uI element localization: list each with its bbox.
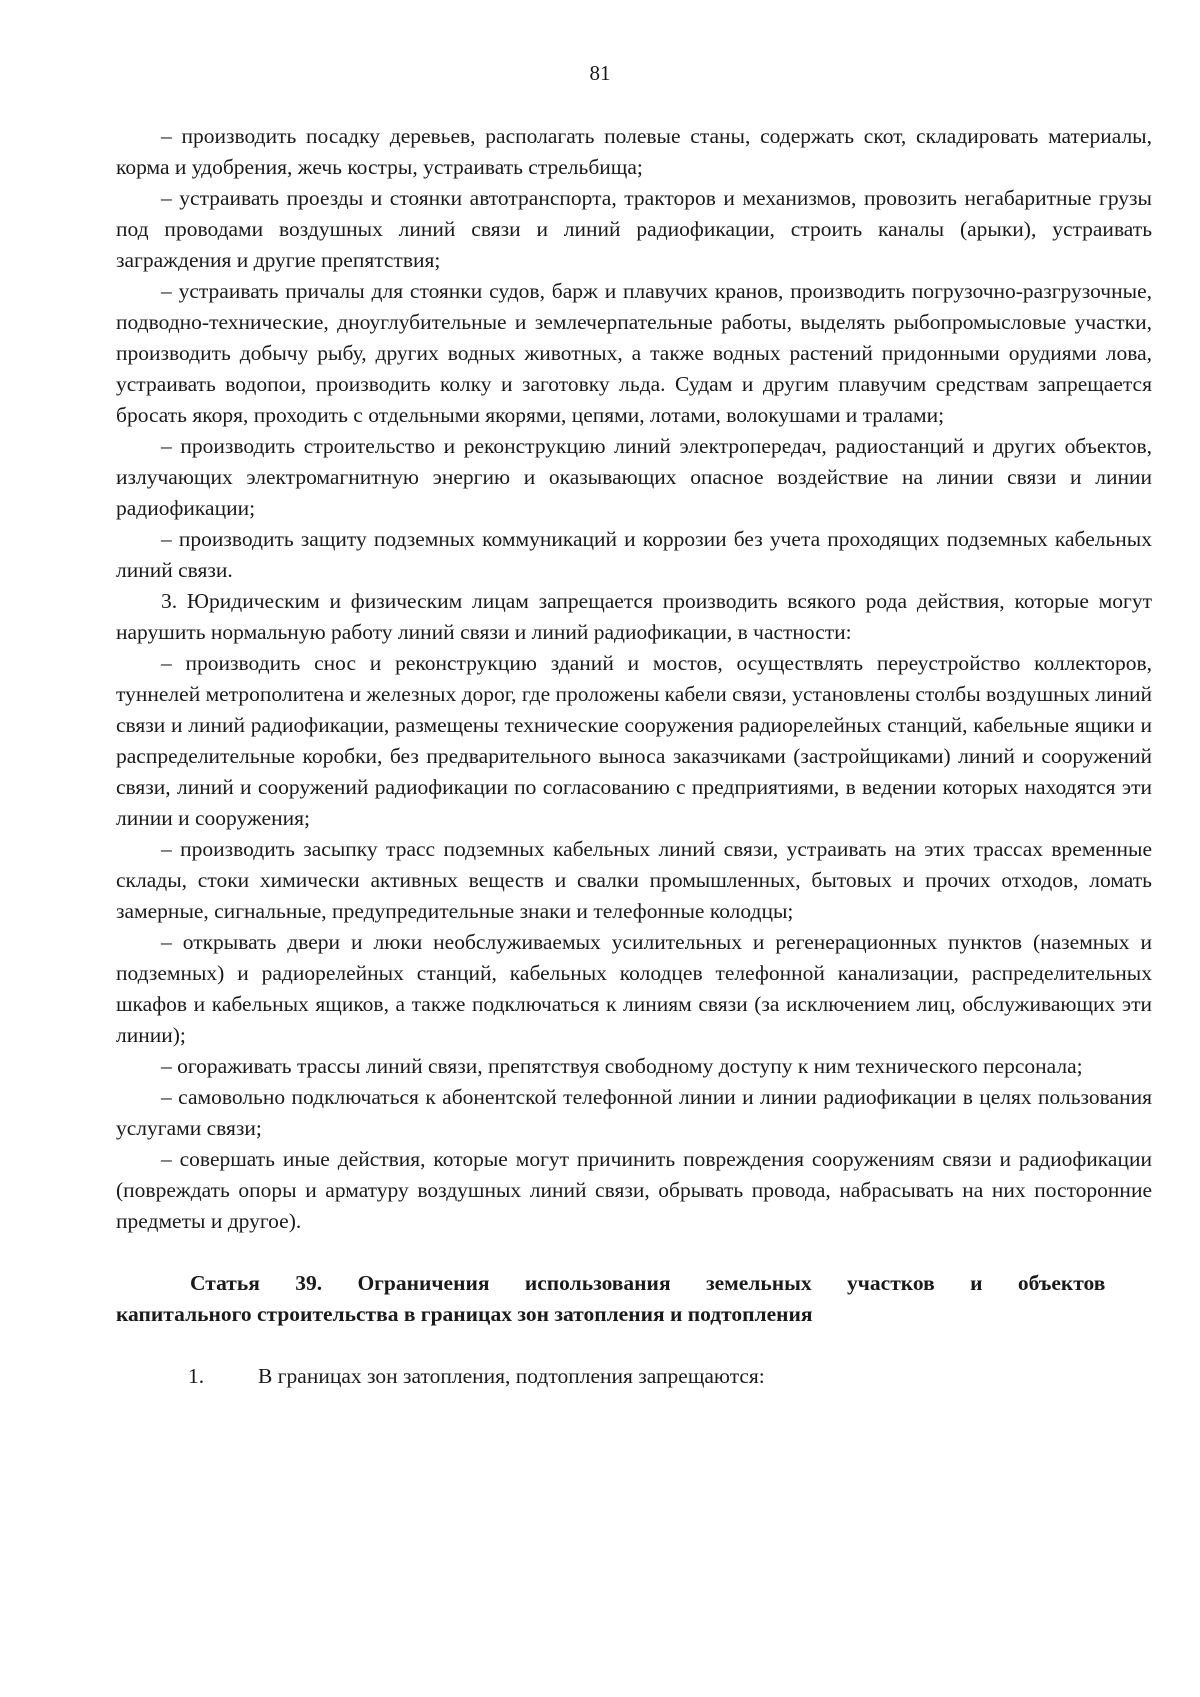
paragraph-1: – производить посадку деревьев, располагать полевые станы, содержать скот, складировать материалы, корма и удобрения, жечь костры, устраивать стрельбища; (116, 124, 1152, 179)
article-heading-line1: Статья 39. Ограничения использования земельных участков и объектов (190, 1271, 1106, 1295)
numbered-item (116, 1361, 1152, 1392)
item-text: В границах зон затопления, подтопления запрещаются: (258, 1364, 765, 1388)
paragraph-3: – устраивать причалы для стоянки судов, барж и плавучих кранов, производить погрузочно-разгрузочные, подводно-технические, дноуглубительные и землечерпательные работы, выделять рыбопромысловые участки, производить добычу рыбу, других водных животных, а также водных растений придонными орудиями лова, устраивать водопои, производить колку и заготовку льда. Судам и другим плавучим средствам запрещается бросать якоря, проходить с отдельными якорями, цепями, лотами, волокушами и тралами; (116, 279, 1152, 427)
paragraph-9: – открывать двери и люки необслуживаемых усилительных и регенерационных пунктов (наземных и подземных) и радиорелейных станций, кабельных колодцев телефонной канализации, распределительных шкафов и кабельных ящиков, а также подключаться к линиям связи (за исключением лиц, обслуживающих эти линии); (116, 930, 1152, 1047)
paragraph-2: – устраивать проезды и стоянки автотранспорта, тракторов и механизмов, провозить негабаритные грузы под проводами воздушных линий связи и линий радиофикации, строить каналы (арыки), устраивать заграждения и другие препятствия; (116, 186, 1152, 272)
article-heading-line2: капитального строительства в границах зон затопления и подтопления (116, 1302, 813, 1326)
paragraph-5: – производить защиту подземных коммуникаций и коррозии без учета проходящих подземных кабельных линий связи. (116, 527, 1152, 582)
paragraph-4: – производить строительство и реконструкцию линий электропередач, радиостанций и других объектов, излучающих электромагнитную энергию и оказывающих опасное воздействие на линии связи и линии радиофикации; (116, 434, 1152, 520)
paragraph-8: – производить засыпку трасс подземных кабельных линий связи, устраивать на этих трассах временные склады, стоки химически активных веществ и свалки промышленных, бытовых и прочих отходов, ломать замерные, сигнальные, предупредительные знаки и телефонные колодцы; (116, 837, 1152, 923)
article-heading (116, 1268, 1152, 1330)
page-number: 81 (589, 61, 611, 85)
paragraph-12: – совершать иные действия, которые могут причинить повреждения сооружениям связи и радиофикации (повреждать опоры и арматуру воздушных линий связи, обрывать провода, набрасывать на них посторонние предметы и другое). (116, 1147, 1152, 1233)
paragraph-6: 3. Юридическим и физическим лицам запрещается производить всякого рода действия, которые могут нарушить нормальную работу линий связи и линий радиофикации, в частности: (116, 589, 1152, 644)
paragraph-7: – производить снос и реконструкцию зданий и мостов, осуществлять переустройство коллекторов, туннелей метрополитена и железных дорог, где проложены кабели связи, установлены столбы воздушных линий связи и линий радиофикации, размещены технические сооружения радиорелейных станций, кабельные ящики и распределительные коробки, без предварительного выноса заказчиками (застройщиками) линий и сооружений связи, линий и сооружений радиофикации по согласованию с предприятиями, в ведении которых находятся эти линии и сооружения; (116, 651, 1152, 830)
document-body (116, 121, 1152, 1392)
paragraph-10: – огораживать трассы линий связи, препятствуя свободному доступу к ним технического персонала; (161, 1054, 1083, 1078)
paragraph-11: – самовольно подключаться к абонентской телефонной линии и линии радиофикации в целях пользования услугами связи; (116, 1085, 1152, 1140)
item-number: 1. (188, 1364, 205, 1388)
